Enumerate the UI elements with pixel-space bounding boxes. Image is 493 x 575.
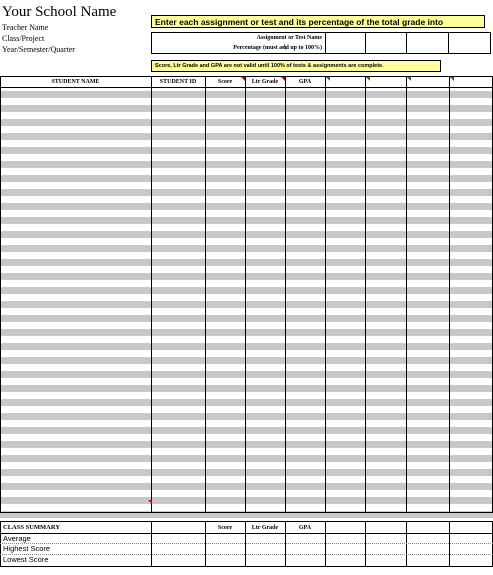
student-row[interactable]	[0, 189, 493, 196]
summary-header-ltr-grade: Ltr Grade	[251, 525, 279, 531]
comment-marker[interactable]	[326, 77, 330, 81]
instruction-banner: Enter each assignment or test and its percentage of the total grade into	[151, 15, 485, 28]
grid-column-line	[449, 76, 450, 513]
column-header-ltr-grade[interactable]: Ltr Grade	[245, 77, 285, 88]
summary-row-highest: Highest Score	[3, 544, 51, 553]
summary-header-divider	[0, 533, 493, 534]
grid-column-line	[245, 76, 246, 513]
student-row[interactable]	[0, 105, 493, 112]
student-row[interactable]	[0, 413, 493, 420]
summary-header-gpa: GPA	[298, 525, 312, 531]
summary-row-divider	[0, 554, 493, 555]
assignment-name-label: Assignment or Test Name	[256, 35, 322, 41]
validity-note: Score, Ltr Grade and GPA are not valid until 100% of tests & assignments are complete.	[151, 60, 441, 72]
student-row[interactable]	[0, 329, 493, 336]
grid-column-line	[285, 76, 286, 513]
summary-row-lowest: Lowest Score	[3, 555, 49, 564]
assignment-cell[interactable]	[407, 32, 449, 54]
column-header-score[interactable]: Score	[205, 77, 245, 88]
class-summary-title: CLASS SUMMARY	[3, 524, 61, 531]
student-row[interactable]	[0, 315, 493, 322]
student-row[interactable]	[0, 133, 493, 140]
comment-marker[interactable]	[148, 500, 152, 504]
summary-row-divider	[0, 543, 493, 544]
comment-marker[interactable]	[366, 77, 370, 81]
student-row[interactable]	[0, 287, 493, 294]
percentage-label: Percentage (must add up to 100%)	[233, 45, 322, 51]
grid-bottom-border	[0, 512, 493, 513]
summary-row-average: Average	[3, 534, 31, 543]
column-header-student-name[interactable]: STUDENT NAME	[0, 77, 151, 88]
comment-marker[interactable]	[407, 77, 411, 81]
grid-column-line	[325, 76, 326, 513]
student-row[interactable]	[0, 483, 493, 490]
grid-column-line	[205, 76, 206, 513]
student-row[interactable]	[0, 385, 493, 392]
teacher-name-label: Teacher Name	[2, 23, 49, 32]
student-row[interactable]	[0, 441, 493, 448]
student-row[interactable]	[0, 497, 493, 504]
student-row[interactable]	[0, 455, 493, 462]
class-project-label: Class/Project	[2, 34, 45, 43]
student-row[interactable]	[0, 259, 493, 266]
student-row[interactable]	[0, 231, 493, 238]
student-row[interactable]	[0, 469, 493, 476]
column-header-gpa[interactable]: GPA	[285, 77, 325, 88]
column-header-student-id[interactable]: STUDENT ID	[151, 77, 205, 88]
student-row[interactable]	[0, 399, 493, 406]
student-row[interactable]	[0, 147, 493, 154]
assignment-cell[interactable]	[366, 32, 407, 54]
assignment-cell[interactable]	[326, 32, 366, 54]
student-row[interactable]	[0, 175, 493, 182]
comment-marker[interactable]	[282, 46, 286, 50]
student-row[interactable]	[0, 119, 493, 126]
student-row[interactable]	[0, 301, 493, 308]
grid-column-line	[406, 76, 407, 513]
student-row[interactable]	[0, 343, 493, 350]
comment-marker[interactable]	[450, 77, 454, 81]
student-row[interactable]	[0, 245, 493, 252]
grid-column-line	[365, 76, 366, 513]
comment-marker[interactable]	[281, 77, 285, 81]
student-row[interactable]	[0, 217, 493, 224]
student-row[interactable]	[0, 91, 493, 98]
summary-header-score: Score	[217, 525, 233, 531]
student-row[interactable]	[0, 357, 493, 364]
grid-column-line	[0, 76, 1, 513]
assignment-cell[interactable]	[449, 32, 491, 54]
grid-column-line	[151, 76, 152, 513]
school-name: Your School Name	[2, 4, 117, 20]
summary-bottom-border	[0, 566, 493, 567]
student-row[interactable]	[0, 203, 493, 210]
student-row[interactable]	[0, 273, 493, 280]
student-row[interactable]	[0, 427, 493, 434]
summary-top-border	[0, 521, 493, 522]
student-row[interactable]	[0, 161, 493, 168]
term-label: Year/Semester/Quarter	[2, 45, 75, 54]
comment-marker[interactable]	[241, 77, 245, 81]
assignment-header-cell[interactable]	[151, 32, 326, 54]
student-row[interactable]	[0, 371, 493, 378]
